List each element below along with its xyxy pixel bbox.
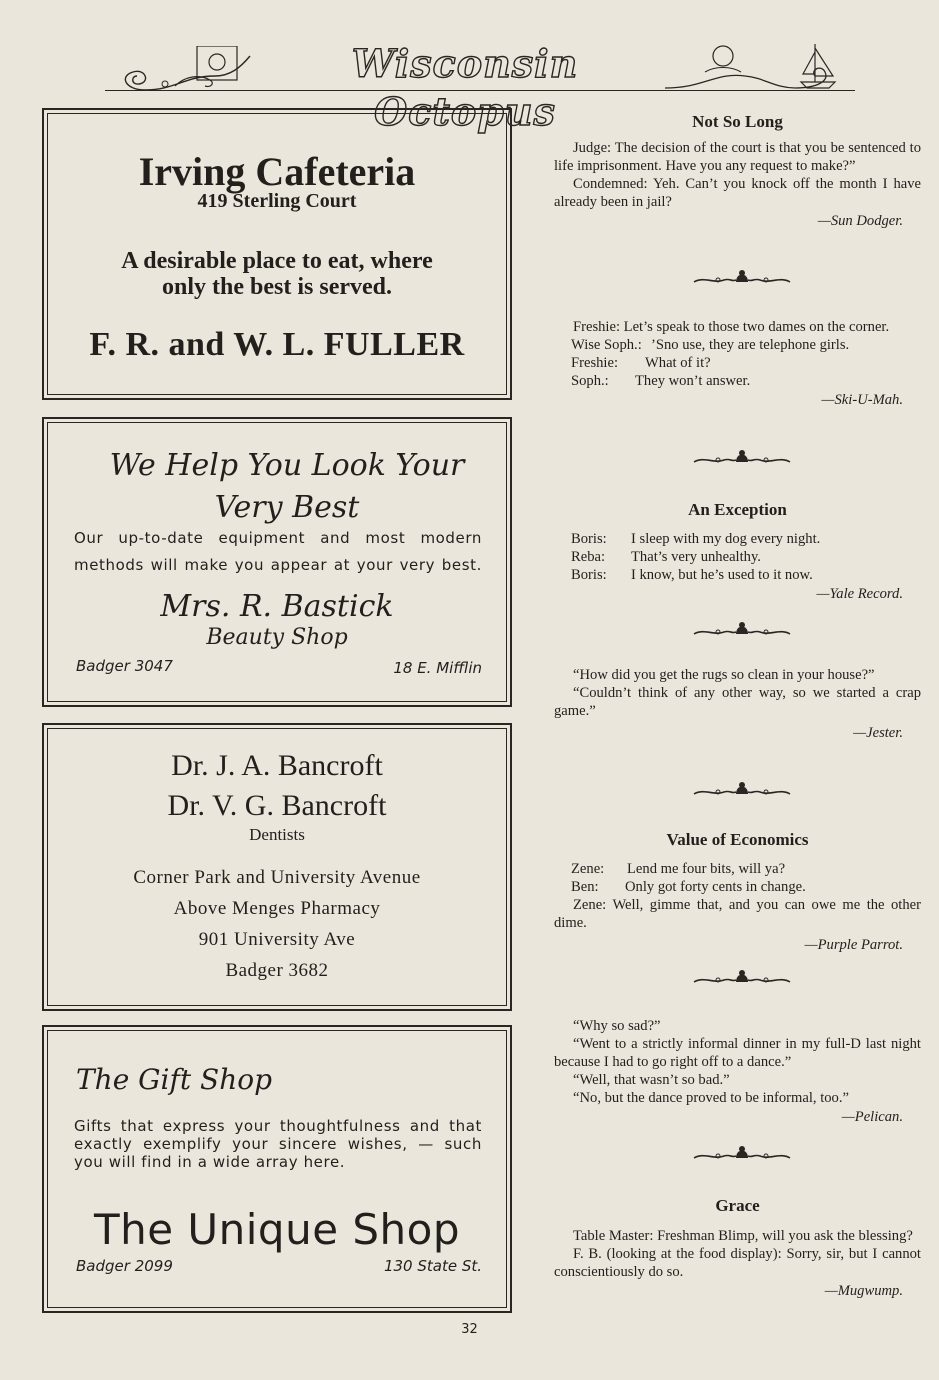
joke-credit: —Jester. bbox=[853, 725, 903, 741]
joke-line-text: Lend me four bits, will ya? bbox=[627, 861, 786, 877]
joke-dialogue-line bbox=[554, 530, 921, 548]
joke-speaker: Zene: bbox=[571, 861, 605, 877]
joke-paragraph: “Why so sad?” bbox=[573, 1018, 661, 1034]
joke-grace bbox=[554, 1227, 921, 1300]
joke-paragraph: Freshie: Let’s speak to those two dames on the corner. bbox=[573, 319, 890, 335]
joke-line-text: That’s very unhealthy. bbox=[631, 549, 761, 565]
joke-speaker: Soph.: bbox=[571, 373, 609, 389]
ad-tagline-line: only the best is served. bbox=[162, 274, 392, 300]
ad-owners: F. R. and W. L. FULLER bbox=[89, 326, 465, 363]
joke-paragraph: Condemned: Yeh. Can’t you knock off the month I have already been in jail? bbox=[554, 176, 921, 210]
ad-shop-name: Beauty Shop bbox=[206, 625, 348, 650]
ad-location-line: Corner Park and University Avenue bbox=[133, 867, 421, 888]
ad-bastick-beauty-shop bbox=[42, 417, 512, 707]
ad-address: 419 Sterling Court bbox=[197, 190, 357, 212]
ad-irving-cafeteria bbox=[42, 108, 512, 400]
ad-bancroft-dentists bbox=[42, 723, 512, 1011]
ad-owner-name: Mrs. R. Bastick bbox=[160, 589, 394, 624]
ad-body bbox=[74, 525, 482, 579]
joke-line-text: Only got forty cents in change. bbox=[625, 879, 806, 895]
ad-phone: Badger 2099 bbox=[76, 1257, 173, 1275]
joke-dialogue-line bbox=[554, 878, 921, 896]
joke-paragraph: F. B. (looking at the food display): Sorry, sir, but I cannot conscientiously do so. bbox=[554, 1246, 921, 1280]
joke-an-exception bbox=[554, 530, 921, 603]
page-number: 32 bbox=[461, 1322, 478, 1337]
joke-title: Grace bbox=[715, 1196, 760, 1215]
joke-speaker: Wise Soph.: bbox=[571, 337, 642, 353]
ad-street-address: 18 E. Mifflin bbox=[393, 659, 482, 677]
joke-rugs bbox=[554, 666, 921, 742]
joke-dialogue-line bbox=[554, 860, 921, 878]
ad-body: Gifts that express your thoughtfulness and that exactly exemplify your sincere wishes, — such you will find in a wide array here. bbox=[74, 1117, 482, 1171]
divider-ornament bbox=[692, 1142, 792, 1164]
ad-shop-name: The Unique Shop bbox=[93, 1205, 461, 1254]
joke-telephone-girls bbox=[554, 318, 921, 409]
ad-headline bbox=[84, 445, 490, 529]
joke-line-text: They won’t answer. bbox=[635, 373, 751, 389]
joke-credit: —Pelican. bbox=[841, 1109, 903, 1125]
joke-paragraph: “Couldn’t think of any other way, so we started a crap game.” bbox=[554, 685, 921, 719]
joke-title: An Exception bbox=[688, 500, 787, 519]
ad-business-name: Irving Cafeteria bbox=[138, 149, 416, 194]
joke-line-text: What of it? bbox=[645, 355, 711, 371]
joke-speaker: Freshie: bbox=[571, 355, 619, 371]
divider-ornament bbox=[692, 618, 792, 640]
ad-body-line: methods will make you appear at your very best. bbox=[74, 556, 482, 574]
joke-value-of-economics bbox=[554, 860, 921, 954]
ad-tagline-line: A desirable place to eat, where bbox=[121, 248, 433, 274]
ad-location-line: Above Menges Pharmacy bbox=[173, 898, 381, 919]
ad-headline: The Gift Shop bbox=[76, 1063, 273, 1096]
ad-phone: Badger 3682 bbox=[225, 960, 329, 981]
ad-street-address: 130 State St. bbox=[383, 1257, 482, 1275]
joke-paragraph: “Well, that wasn’t so bad.” bbox=[573, 1072, 730, 1088]
ad-tagline bbox=[84, 248, 470, 300]
joke-line-text: I sleep with my dog every night. bbox=[631, 531, 821, 547]
ad-doctor-name: Dr. V. G. Bancroft bbox=[167, 789, 387, 822]
ad-street-address: 901 University Ave bbox=[198, 929, 356, 950]
joke-credit: —Yale Record. bbox=[816, 586, 903, 602]
joke-dialogue-line bbox=[554, 354, 921, 372]
divider-ornament bbox=[692, 966, 792, 988]
joke-dialogue-line bbox=[554, 548, 921, 566]
ad-body-line: Our up-to-date equipment and most modern bbox=[74, 529, 482, 547]
joke-credit: —Ski-U-Mah. bbox=[821, 392, 903, 408]
ad-doctor-name: Dr. J. A. Bancroft bbox=[171, 749, 383, 782]
joke-why-so-sad bbox=[554, 1017, 921, 1126]
joke-credit: —Mugwump. bbox=[824, 1283, 903, 1299]
joke-line-text: I know, but he’s used to it now. bbox=[631, 567, 813, 583]
masthead-right-scroll-ornament bbox=[665, 42, 855, 94]
masthead-left-scroll-ornament bbox=[105, 46, 255, 94]
joke-speaker: Reba: bbox=[571, 549, 606, 565]
joke-speaker: Boris: bbox=[571, 567, 607, 583]
masthead-rule bbox=[105, 90, 855, 91]
ad-profession: Dentists bbox=[249, 825, 305, 844]
divider-ornament bbox=[692, 778, 792, 800]
divider-ornament bbox=[692, 266, 792, 288]
joke-speaker: Boris: bbox=[571, 531, 607, 547]
joke-title: Value of Economics bbox=[666, 830, 809, 849]
joke-line-text: ’Sno use, they are telephone girls. bbox=[651, 337, 850, 353]
ad-gift-shop bbox=[42, 1025, 512, 1313]
masthead-title: Wisconsin Octopus bbox=[351, 41, 579, 134]
joke-credit: —Purple Parrot. bbox=[804, 937, 903, 953]
joke-credit: —Sun Dodger. bbox=[817, 213, 903, 229]
joke-speaker: Ben: bbox=[571, 879, 599, 895]
joke-paragraph: Zene: Well, gimme that, and you can owe me the other dime. bbox=[554, 897, 921, 931]
joke-paragraph: “How did you get the rugs so clean in your house?” bbox=[573, 667, 875, 683]
joke-paragraph: “Went to a strictly informal dinner in my full-D last night because I had to go right off to a dance.” bbox=[554, 1036, 921, 1070]
joke-dialogue-line bbox=[554, 372, 921, 390]
joke-paragraph: Table Master: Freshman Blimp, will you ask the blessing? bbox=[573, 1228, 913, 1244]
ad-headline-line: Very Best bbox=[214, 490, 360, 525]
joke-dialogue-line bbox=[554, 336, 921, 354]
joke-not-so-long bbox=[554, 139, 921, 230]
ad-headline-line: We Help You Look Your bbox=[109, 448, 465, 483]
joke-paragraph: “No, but the dance proved to be informal, too.” bbox=[573, 1090, 849, 1106]
ad-phone: Badger 3047 bbox=[76, 657, 173, 675]
joke-paragraph: Judge: The decision of the court is that you be sentenced to life imprisonment. Have you any request to make?” bbox=[554, 140, 921, 174]
joke-dialogue-line bbox=[554, 566, 921, 584]
divider-ornament bbox=[692, 446, 792, 468]
joke-title: Not So Long bbox=[692, 112, 783, 131]
